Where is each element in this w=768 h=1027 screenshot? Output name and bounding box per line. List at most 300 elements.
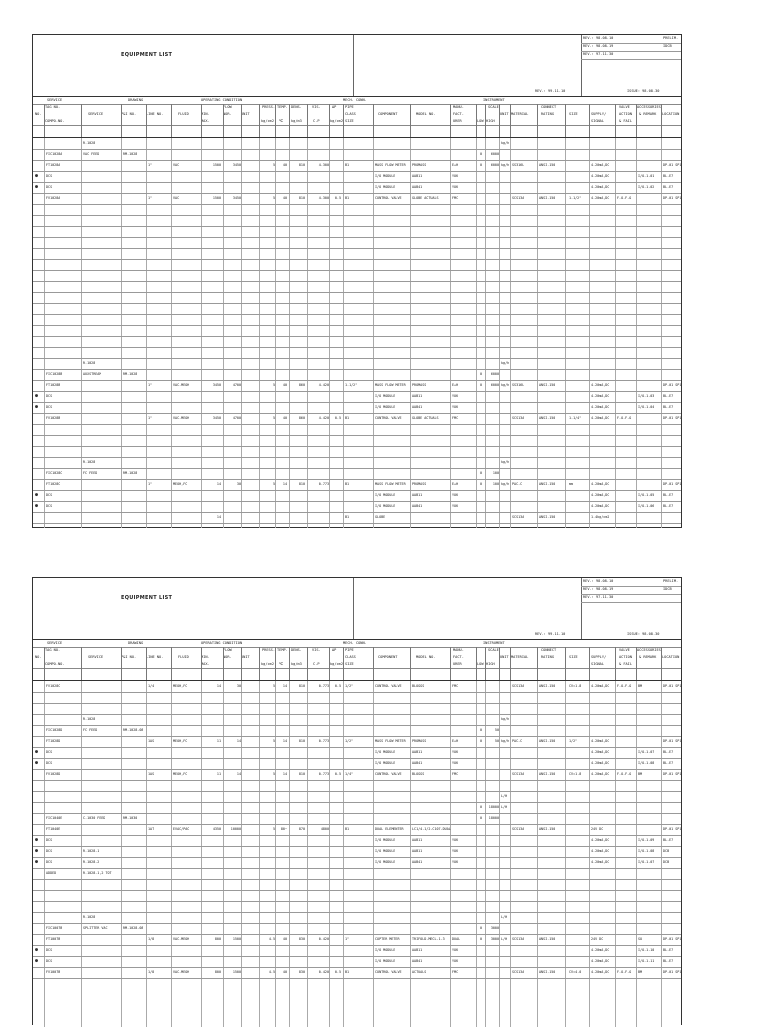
column-divider [450,104,451,137]
cell-flow1: 1500 [212,163,221,167]
cell-flow1: 800 [214,937,221,941]
bullet-icon: ● [35,393,39,399]
header-conn-group: MECH. CONN. [343,98,367,102]
cell-unit: kg/h [501,739,510,743]
header-temp: TEMP. [277,648,288,652]
cell-unit: kg/h [501,482,510,486]
cell-comp: I/O MODULE [375,394,396,398]
cell-hi: 50 [494,739,499,743]
header-flow-unit: UNIT [241,112,250,116]
cell-tag: DCS [46,860,53,864]
cell-loc: DP-01 SP1 [663,772,682,776]
header-manuf3: URER [453,662,462,666]
divider [353,578,354,639]
cell-temp: 40 [282,163,287,167]
cell-lo: 0 [480,805,483,809]
header-rule [33,104,681,105]
cell-flow1: 11 [216,739,221,743]
header-operating-group: OPERATING CONDITION [201,98,243,102]
header-remark: & REMARK [639,112,657,116]
header-component: COMPONENT [378,112,398,116]
cell-acc: BM [638,772,643,776]
cell-tag: DCS [46,504,53,508]
cell-mfr: FMC [452,196,459,200]
cell-mfr: FMC [452,416,459,420]
header-visc-unit: C.P [313,662,320,666]
cell-temp: 40 [282,416,287,420]
cell-mfr: E+H [452,482,459,486]
cell-flow2: 1500 [232,937,241,941]
cell-model: AAB11 [412,838,423,842]
cell-visc: 0.773 [318,739,329,743]
column-divider [329,104,330,137]
cell-comp: CONTROL VALVE [375,196,402,200]
header-material: MATERIAL [511,655,529,659]
cell-fluid: EVAC/PAC [173,827,190,831]
column-divider [589,104,590,137]
column-divider [146,647,147,680]
cell-model: AAB11 [412,174,423,178]
header-instrument-group: INSTRUMENT [483,641,505,645]
cell-comp: I/O MODULE [375,493,396,497]
column-divider [636,647,637,680]
cell-acc: I/O-1-05 [638,493,655,497]
revision-label: REV.: 99.11.10 [535,89,566,93]
cell-model: GLOBE ACTUALS [412,196,439,200]
cell-dens: 810 [298,196,305,200]
cell-model: PROMASS [412,739,427,743]
cell-line: 1/4 [148,684,155,688]
cell-line: 1AS [148,772,155,776]
cell-dp: 0.5 [334,684,341,688]
cell-pclass: B1 [345,970,350,974]
cell-mfr: FMC [452,684,459,688]
cell-acc: I/O-1-01 [638,174,655,178]
column-divider [510,104,511,137]
cell-mat: SCS13A [512,827,525,831]
cell-acc: I/O-1-11 [638,959,655,963]
cell-flow1: 3450 [212,383,221,387]
column-divider [485,647,486,680]
cell-model: AAB11 [412,394,423,398]
column-divider [223,647,224,680]
cell-acc: BM [638,684,643,688]
cell-line: 1/8 [148,970,155,974]
cell-visc: 4.300 [318,196,329,200]
column-divider [81,647,82,680]
cell-loc: BL-E7 [663,750,674,754]
column-divider [343,104,344,137]
cell-press: 4.5 [268,937,275,941]
header-rule [33,668,681,669]
cell-loc: DP-01 SP1 [663,684,682,688]
bullet-icon: ● [35,492,39,498]
revision-label: REV.: 99.11.10 [535,632,566,636]
cell-comp: MASS FLOW METER [375,739,406,743]
cell-tag: DCS [46,405,53,409]
cell-size: CV=4.0 [569,970,582,974]
cell-temp: 40 [282,196,287,200]
cell-model: PROMASS [412,482,427,486]
revision-status: PRELIM. [663,579,679,583]
cell-line: 1AT [148,827,155,831]
column-divider [275,647,276,680]
cell-mat: SS316L [512,163,525,167]
cell-rating: ANSI.150 [539,482,556,486]
cell-hi: 3000 [490,926,499,930]
cell-mfr: YOK [452,860,459,864]
cell-visc: 4.300 [318,163,329,167]
bullet-icon: ● [35,503,39,509]
column-divider [146,104,147,137]
header-pipe: PIPE [345,648,354,652]
column-divider [476,647,477,680]
cell-hi: 18000 [488,816,499,820]
cell-temp: 14 [282,772,287,776]
cell-tag: FV1028A [46,196,61,200]
cell-sig: 4-20mA,DC [591,174,610,178]
cell-sig: 4-20mA,DC [591,504,610,508]
cell-sig: 4-20mA,DC [591,970,610,974]
header-scale-low: LOW [477,119,484,123]
cell-model: BLOGGS [412,684,425,688]
cell-comp: CONTROL VALVE [375,772,402,776]
header-visc-unit: C.P [313,119,320,123]
header-conn-group: MECH. CONN. [343,641,367,645]
cell-tag: DCS [46,948,53,952]
cell-tag: FT1040E [46,827,61,831]
column-divider [565,104,566,137]
cell-mat: PAC-C [512,739,523,743]
column-divider [537,647,538,680]
header-flow-unit: UNIT [241,655,250,659]
column-divider [661,647,662,680]
cell-comp: GLOBE [375,515,386,519]
header-temp: TEMP. [277,105,288,109]
cell-lo: 0 [480,152,483,156]
cell-acc: I/O-1-06 [638,504,655,508]
cell-temp: 14 [282,482,287,486]
cell-comp: CONTROL VALVE [375,416,402,420]
cell-comp: MASS FLOW METER [375,163,406,167]
cell-lo: 0 [480,926,483,930]
cell-comp: MASS FLOW METER [375,383,406,387]
column-divider [241,647,242,680]
cell-pid: RM-1028 [123,372,138,376]
column-divider [565,647,566,680]
cell-dens: 810 [298,739,305,743]
title-block [33,35,681,97]
cell-model: AAB41 [412,405,423,409]
cell-size: 1-1/2" [569,196,582,200]
cell-pid: RM-1028-08 [123,728,144,732]
header-dens-unit: kg/m3 [291,662,302,666]
cell-mat: PAC-C [512,482,523,486]
cell-hi: 6000 [490,383,499,387]
bullet-icon: ● [35,184,39,190]
header-scale: SCALE [488,105,499,109]
cell-temp: 40 [282,970,287,974]
cell-pclass: 1/2" [345,684,354,688]
cell-sig: 4-20mA,DC [591,196,610,200]
cell-size: CV=1.8 [569,772,582,776]
cell-model: BLOGGS [412,772,425,776]
cell-sig: 4-20mA,DC [591,761,610,765]
cell-act: F-O-F-O [617,416,632,420]
header-unit: UNIT [500,655,509,659]
equipment-list-sheet-1 [32,34,682,528]
cell-temp: 14 [282,739,287,743]
cell-service: R-1028 [83,361,96,365]
header-temp-unit: ℃ [279,662,284,666]
cell-pid: RM-1030 [123,816,138,820]
header-model: MODEL NO. [416,655,436,659]
header-dp: ΔP [332,105,337,109]
cell-tag: FIC1028C [46,471,63,475]
cell-model: PROMASS [412,163,427,167]
cell-visc: 0.773 [318,482,329,486]
cell-line: 1" [148,416,153,420]
cell-comp: I/O MODULE [375,849,396,853]
cell-loc: DP-01 SP1 [663,827,682,831]
cell-fluid: VAC-MEOH [173,416,190,420]
header-dp-unit: kg/cm2 [330,662,343,666]
cell-service: R-1028-2 [83,860,100,864]
cell-loc: DP-01 SP1 [663,970,682,974]
header-manuf: MANU- [453,105,464,109]
cell-rating: ANSI.150 [539,515,556,519]
cell-service: VAC FEED [83,152,100,156]
cell-tag: FV1028B [46,416,61,420]
header-size: SIZE [569,112,578,116]
cell-flow1: 800 [214,970,221,974]
cell-visc: 4800 [320,827,329,831]
cell-rating: ANSI.150 [539,416,556,420]
header-flow-nor: NOR. [223,655,232,659]
cell-loc: BL-E7 [663,504,674,508]
cell-tag: DCS [46,849,53,853]
equipment-table [33,138,681,528]
cell-fluid: VAC-MEOH [173,383,190,387]
cell-mat: SCS13A [512,772,525,776]
cell-unit: L/H [501,937,508,941]
cell-line: 1" [148,482,153,486]
cell-mfr: YOK [452,185,459,189]
cell-service: R-1028-1,2 TOT [83,871,112,875]
column-divider [121,104,122,137]
cell-flow2: 30 [236,482,241,486]
column-divider [307,104,308,137]
header-flow-min: MIN. [201,112,210,116]
cell-act: F-O-F-O [617,970,632,974]
cell-temp: 40 [282,937,287,941]
revision-label: REV.: 97.11.30 [583,52,614,56]
header-scale-low: LOW [477,662,484,666]
cell-comp: DUAL ELEMENTER [375,827,404,831]
header-tag-no: TAG NO. [45,105,61,109]
bullet-icon: ● [35,859,39,865]
cell-flow1: 4350 [212,827,221,831]
cell-model: AAB41 [412,860,423,864]
cell-unit: kg/h [501,383,510,387]
header-rule [33,125,681,126]
cell-temp: 40 [282,383,287,387]
header-manuf: MANU- [453,648,464,652]
cell-flow2: 4700 [232,416,241,420]
cell-service: R-1028 [83,460,96,464]
cell-service: AUXSTREAM [83,372,102,376]
equipment-list-sheet-2 [32,577,682,1025]
cell-flow2: 14 [236,772,241,776]
cell-rating: ANSI.150 [539,772,556,776]
cell-service: R-1028 [83,717,96,721]
cell-sig: 4-20mA,DC [591,416,610,420]
cell-dens: 830 [298,970,305,974]
column-divider [259,104,260,137]
cell-lo: 0 [480,372,483,376]
header-no: NO. [35,112,42,116]
cell-press: 5 [272,827,275,831]
cell-acc: I/O-1-04 [638,405,655,409]
cell-tag: FT1028D [46,739,61,743]
cell-tag: FIC1007B [46,926,63,930]
cell-tag: DCS [46,838,53,842]
cell-temp: 80~ [280,827,287,831]
header-signal: SIGNAL [591,119,604,123]
cell-loc: DCB [663,860,670,864]
header-visc: VIS. [312,648,321,652]
cell-mfr: FMC [452,772,459,776]
column-header [33,97,681,138]
cell-sig: 4-20mA,DC [591,772,610,776]
header-pipe-size: SIZE [345,662,354,666]
cell-comp: I/O MODULE [375,761,396,765]
cell-pclass: B1 [345,482,350,486]
cell-unit: kg/h [501,717,510,721]
column-divider [201,647,202,680]
header-size: SIZE [569,655,578,659]
cell-rating: ANSI.150 [539,196,556,200]
cell-service: SPLITTER VAC [83,926,108,930]
cell-service: FC FEED [83,471,98,475]
cell-lo: 0 [480,937,483,941]
column-divider [223,104,224,137]
cell-sig: 4-20mA,DC [591,482,610,486]
cell-hi: 6000 [490,163,499,167]
revision-status: PRELIM. [663,36,679,40]
header-scale: SCALE [488,648,499,652]
header-pid-no: P&I NO. [121,112,137,116]
column-header [33,640,681,681]
column-divider [259,647,260,680]
header-temp-unit: ℃ [279,119,284,123]
column-divider [476,104,477,137]
cell-pclass: 1/4" [345,772,354,776]
cell-mfr: YOK [452,948,459,952]
document-title: EQUIPMENT LIST [121,52,173,58]
cell-loc: BL-E7 [663,948,674,952]
header-flow-max: MAX. [201,119,210,123]
cell-comp: I/O MODULE [375,504,396,508]
bullet-icon: ● [35,749,39,755]
cell-acc: BM [638,970,643,974]
cell-tag: FIC1028A [46,152,63,156]
cell-model: TRIFOLD-MECL-1-3 [412,937,445,941]
cell-sig: 4-20mA,DC [591,739,610,743]
cell-unit: kg/h [501,163,510,167]
cell-flow2: 1500 [232,970,241,974]
column-divider [201,104,202,137]
cell-comp: I/O MODULE [375,405,396,409]
cell-model: GLOBE ACTUALS [412,416,439,420]
column-divider [289,104,290,137]
cell-service: C-1030 FEED [83,816,106,820]
column-divider [241,104,242,137]
header-pipe-class: CLASS [345,112,356,116]
header-manuf2: FACT- [453,655,464,659]
bullet-icon: ● [35,837,39,843]
header-line-no: LINE NO. [146,112,164,116]
cell-mfr: YOK [452,849,459,853]
column-divider [373,647,374,680]
cell-loc: BL-E7 [663,405,674,409]
cell-dp: 0.5 [334,772,341,776]
header-press-unit: kg/cm2 [261,119,274,123]
bullet-icon: ● [35,404,39,410]
header-accessories: ACCESSORIES [637,648,661,652]
header-dens: DENS. [291,105,302,109]
cell-tag: DCS [46,493,53,497]
column-divider [589,647,590,680]
cell-loc: BL-E7 [663,185,674,189]
cell-size: 1-1/4" [569,416,582,420]
header-supply: SUPPLY/ [591,655,607,659]
cell-loc: DCB [663,849,670,853]
header-fail: & FAIL [619,662,632,666]
cell-rating: ANSI.150 [539,163,556,167]
cell-size: 1/2" [569,739,578,743]
cell-flow2: 14 [236,739,241,743]
header-pipe: PIPE [345,105,354,109]
document-title: EQUIPMENT LIST [121,595,173,601]
cell-press: 5 [272,163,275,167]
cell-sig: 4-20mA,DC [591,383,610,387]
cell-sig: 4-20mA,DC [591,959,610,963]
header-press: PRESS. [262,648,275,652]
column-divider [275,104,276,137]
cell-lo: 0 [480,163,483,167]
divider [353,35,354,96]
cell-press: 5 [272,772,275,776]
cell-press: 5 [272,739,275,743]
cell-mfr: FMC [452,970,459,974]
cell-pclass: B1 [345,515,350,519]
bullet-icon: ● [35,848,39,854]
cell-comp: MASS FLOW METER [375,482,406,486]
cell-rating: ANSI.150 [539,383,556,387]
header-service-group: SERVICE [47,641,63,645]
cell-mfr: YOK [452,394,459,398]
cell-dens: 870 [298,827,305,831]
cell-model: ACTUALS [412,970,427,974]
cell-tag: DCS [46,185,53,189]
issue-label: ISSUE: 98.08.30 [627,89,660,93]
cell-lo: 0 [480,471,483,475]
header-remark: & REMARK [639,655,657,659]
cell-acc: I/O-1-03 [638,394,655,398]
column-divider [343,647,344,680]
header-component: COMPONENT [378,655,398,659]
